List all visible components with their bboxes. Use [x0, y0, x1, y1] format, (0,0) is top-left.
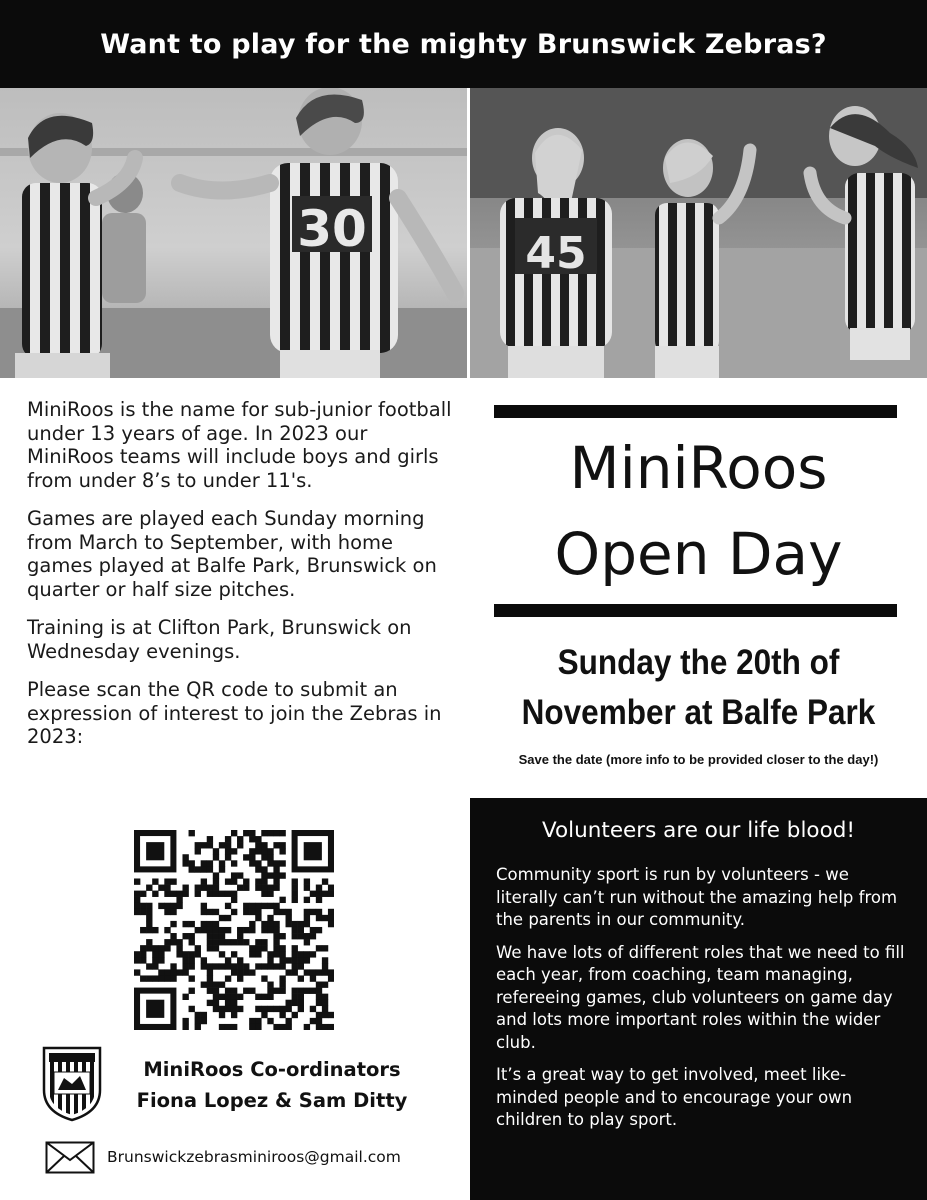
volunteers-paragraph: We have lots of different roles that we need to fill each year, from coaching, team managing, refereeing games, club volunteers on game day and lots more important roles within the wider club. [496, 942, 905, 1052]
intro-paragraph: Games are played each Sunday morning from March to September, with home games played at Balfe Park, Brunswick on quarter or half size pitches. [27, 507, 437, 601]
divider-top [494, 405, 897, 418]
volunteers-paragraph: It’s a great way to get involved, meet like-minded people and to encourage your own children to play sport. [496, 1065, 853, 1129]
qr-code-icon[interactable] [134, 830, 334, 1030]
photo-girls-high-five [470, 88, 927, 378]
divider-bottom [494, 604, 897, 617]
coordinators-names: Fiona Lopez & Sam Ditty [136, 1089, 408, 1112]
volunteers-paragraph: Community sport is run by volunteers - we literally can’t run without the amazing help from the parents in our community. [496, 865, 898, 929]
intro-text [27, 398, 457, 764]
photo-boys-high-five [0, 88, 467, 378]
club-crest-icon [42, 1046, 102, 1122]
coordinators-label: MiniRoos Co-ordinators [143, 1058, 401, 1081]
event-note: Save the date (more info to be provided closer to the day!) [518, 752, 879, 767]
intro-paragraph: Training is at Clifton Park, Brunswick on Wednesday evenings. [27, 616, 412, 663]
coordinators [112, 1054, 432, 1116]
event-date-line1: Sunday the 20th of [557, 643, 840, 682]
volunteers-title: Volunteers are our life blood! [541, 818, 855, 843]
intro-paragraph: MiniRoos is the name for sub-junior football under 13 years of age. In 2023 our MiniRoos teams will include boys and girls from under 8’s to under 11's. [27, 398, 452, 492]
jersey-number-45: 45 [525, 228, 587, 279]
envelope-icon [45, 1141, 95, 1174]
volunteers-panel [470, 798, 927, 1200]
volunteers-body [496, 864, 906, 1142]
event-title-line2: Open Day [554, 520, 843, 588]
event-date [493, 638, 904, 738]
event-title-line1: MiniRoos [569, 434, 828, 502]
intro-paragraph: Please scan the QR code to submit an expression of interest to join the Zebras in 2023: [27, 678, 442, 748]
jersey-number-30: 30 [297, 200, 367, 258]
contact-email-link[interactable]: Brunswickzebrasminiroos@gmail.com [107, 1148, 401, 1166]
headline-banner [0, 0, 927, 88]
event-date-line2: November at Balfe Park [521, 693, 876, 732]
event-title [470, 425, 927, 597]
headline-text: Want to play for the mighty Brunswick Zebras? [100, 28, 827, 60]
